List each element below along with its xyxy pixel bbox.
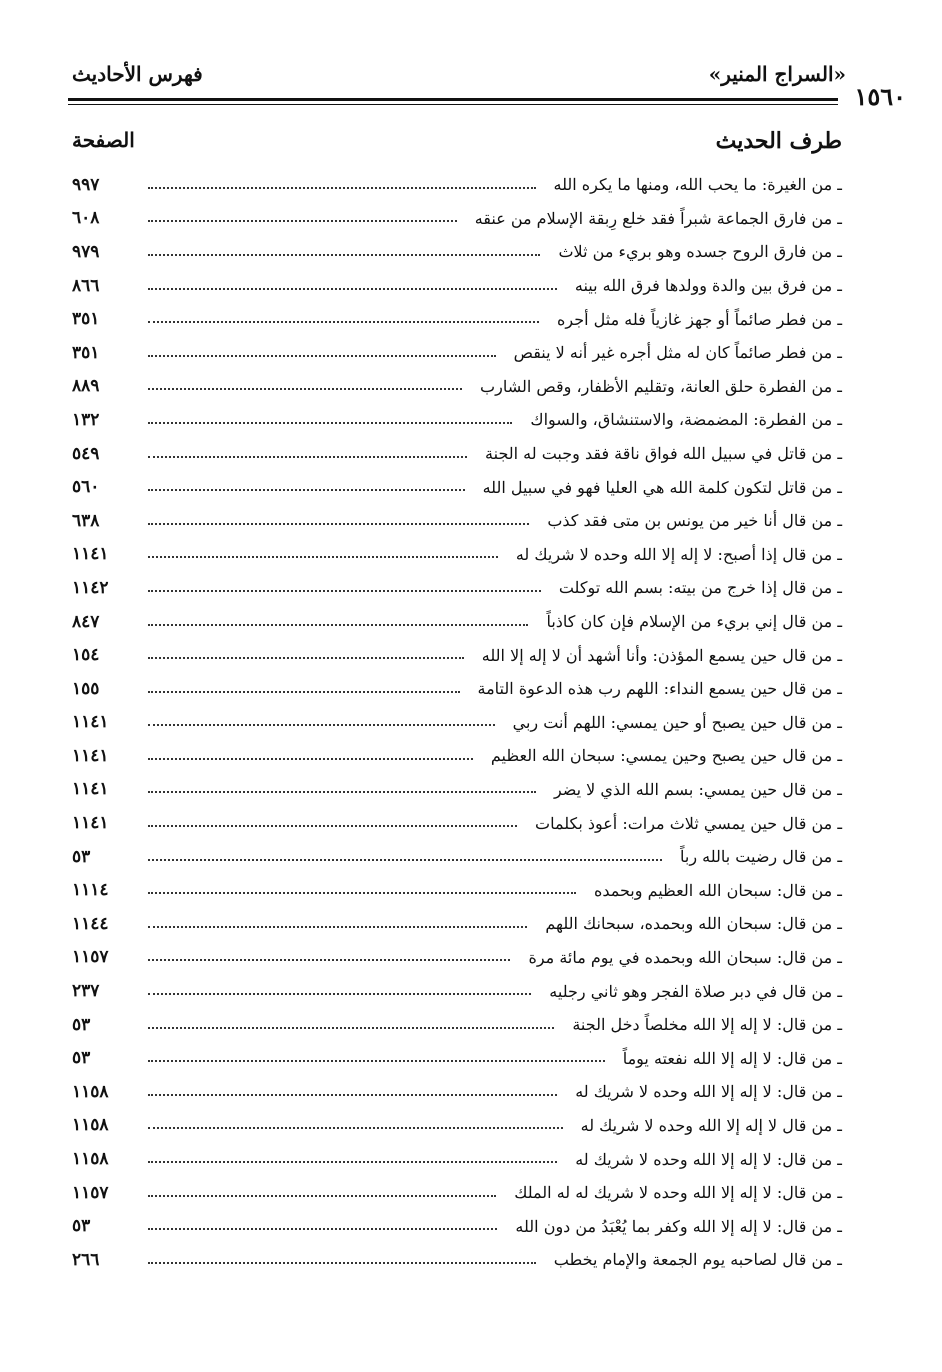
dot-leader	[148, 1060, 605, 1062]
dot-leader	[148, 422, 512, 424]
index-entry	[72, 538, 842, 572]
index-entry	[72, 1142, 842, 1176]
entry-page-number: ١٥٥	[72, 678, 100, 699]
dot-leader	[148, 590, 541, 592]
dot-leader	[148, 1161, 557, 1163]
entry-hadith-text: ـ من قال إذا أصبح: لا إله إلا الله وحده لا شريك له	[515, 544, 842, 564]
dot-leader	[148, 187, 536, 189]
entry-page-number: ١٣٢	[72, 409, 100, 430]
dot-leader	[148, 1195, 496, 1197]
dot-leader	[148, 959, 510, 961]
index-entry	[72, 1109, 842, 1143]
entry-hadith-text: ـ من قال حين يصبح أو حين يمسي: اللهم أنت ربي	[512, 712, 842, 732]
entry-hadith-text: ـ من قال إني بريء من الإسلام فإن كان كاذباً	[546, 612, 842, 632]
index-entry	[72, 1008, 842, 1042]
entry-hadith-text: ـ من قال: لا إله إلا الله مخلصاً دخل الجنة	[572, 1015, 842, 1035]
index-entry	[72, 873, 842, 907]
entry-page-number: ٨٤٧	[72, 611, 100, 632]
entry-hadith-text: ـ من قال: لا إله إلا الله نفعته يوماً	[622, 1048, 842, 1068]
dot-leader	[148, 355, 496, 357]
dot-leader	[148, 859, 662, 861]
entry-hadith-text: ـ من قال رضيت بالله رباً	[680, 847, 842, 867]
dot-leader	[148, 892, 576, 894]
entry-page-number: ١٥٤	[72, 645, 100, 666]
entry-hadith-text: ـ من قال أنا خير من يونس بن متى فقد كذب	[547, 511, 842, 531]
entry-hadith-text: ـ من قال لا إله إلا الله وحده لا شريك له	[580, 1115, 842, 1135]
dot-leader	[148, 657, 464, 659]
dot-leader	[148, 254, 540, 256]
entry-hadith-text: ـ من قال: سبحان الله وبحمده، سبحانك اللهم	[545, 914, 842, 934]
entry-hadith-text: ـ من قال حين يصبح وحين يمسي: سبحان الله العظيم	[490, 746, 842, 766]
dot-leader	[148, 489, 465, 491]
dot-leader	[148, 791, 536, 793]
dot-leader	[148, 1127, 563, 1129]
entry-page-number: ١١٤١	[72, 813, 109, 834]
entry-hadith-text: ـ من قال: لا إله إلا الله وحده لا شريك له	[575, 1149, 842, 1169]
dot-leader	[148, 1262, 536, 1264]
index-entry	[72, 202, 842, 236]
entry-page-number: ٦٣٨	[72, 510, 100, 531]
index-entry	[72, 504, 842, 538]
entry-hadith-text: ـ من فطر صائماً أو جهز غازياً فله مثل أجره	[557, 309, 842, 329]
entry-page-number: ١١٥٨	[72, 1115, 109, 1136]
entry-hadith-text: ـ من قال حين يسمع المؤذن: وأنا أشهد أن لا إله إلا الله	[481, 645, 842, 665]
dot-leader	[148, 926, 527, 928]
index-entry	[72, 1243, 842, 1277]
dot-leader	[148, 456, 467, 458]
dot-leader	[148, 1027, 554, 1029]
entry-page-number: ٨٨٩	[72, 376, 100, 397]
index-entry	[72, 706, 842, 740]
entry-hadith-text: ـ من قاتل لتكون كلمة الله هي العليا فهو في سبيل الله	[482, 477, 842, 497]
dot-leader	[148, 1094, 557, 1096]
index-entry	[72, 302, 842, 336]
entry-page-number: ٥٣	[72, 1014, 91, 1035]
entry-page-number: ١١٤١	[72, 779, 109, 800]
entry-hadith-text: ـ من قال: لا إله إلا الله وحده لا شريك له	[575, 1082, 842, 1102]
dot-leader	[148, 388, 462, 390]
entry-hadith-text: ـ من فرق بين والدة وولدها فرق الله بينه	[574, 276, 842, 296]
entry-hadith-text: ـ من فارق الروح جسده وهو بريء من ثلاث	[558, 242, 842, 262]
index-entry	[72, 370, 842, 404]
index-entry	[72, 571, 842, 605]
entry-page-number: ٢٦٦	[72, 1249, 100, 1270]
entry-hadith-text: ـ من الفطرة حلق العانة، وتقليم الأظفار، وقص الشارب	[480, 376, 842, 396]
hadith-index-list	[72, 168, 842, 1277]
entry-page-number: ١١٤١	[72, 544, 109, 565]
entry-hadith-text: ـ من قال حين يمسي ثلاث مرات: أعوذ بكلمات	[535, 813, 842, 833]
entry-hadith-text: ـ من فارق الجماعة شبراً فقد خلع رِبقة الإسلام من عنقه	[474, 208, 842, 228]
entry-page-number: ٥٤٩	[72, 443, 100, 464]
entry-page-number: ٢٣٧	[72, 981, 100, 1002]
entry-page-number: ٣٥١	[72, 342, 100, 363]
entry-page-number: ١١١٤	[72, 880, 109, 901]
dot-leader	[148, 825, 517, 827]
entry-page-number: ٨٦٦	[72, 275, 100, 296]
index-entry	[72, 907, 842, 941]
entry-page-number: ٣٥١	[72, 309, 100, 330]
page-number: ١٥٦٠	[854, 82, 906, 111]
index-entry	[72, 672, 842, 706]
index-entry	[72, 470, 842, 504]
entry-hadith-text: ـ من الغيرة: ما يحب الله، ومنها ما يكره الله	[553, 175, 842, 195]
entry-page-number: ١١٥٧	[72, 947, 109, 968]
index-entry	[72, 974, 842, 1008]
dot-leader	[148, 321, 539, 323]
index-entry	[72, 1209, 842, 1243]
entry-hadith-text: ـ من قال في دبر صلاة الفجر وهو ثاني رجليه	[549, 981, 842, 1001]
entry-page-number: ٥٣	[72, 1048, 91, 1069]
entry-page-number: ١١٤٢	[72, 577, 109, 598]
entry-page-number: ١١٥٨	[72, 1149, 109, 1170]
entry-page-number: ١١٥٧	[72, 1182, 109, 1203]
book-title: «السراج المنير»	[708, 62, 846, 86]
entry-page-number: ٥٣	[72, 846, 91, 867]
entry-hadith-text: ـ من قال لصاحبه يوم الجمعة والإمام يخطب	[553, 1250, 842, 1270]
index-entry	[72, 1176, 842, 1210]
header-rule-thin	[68, 104, 838, 105]
dot-leader	[148, 758, 473, 760]
entry-page-number: ٩٩٧	[72, 174, 100, 195]
index-entry	[72, 336, 842, 370]
entry-hadith-text: ـ من قال إذا خرج من بيته: بسم الله توكلت	[558, 578, 842, 598]
index-entry	[72, 269, 842, 303]
index-entry	[72, 403, 842, 437]
index-entry	[72, 941, 842, 975]
dot-leader	[148, 691, 460, 693]
index-entry	[72, 1041, 842, 1075]
index-entry	[72, 638, 842, 672]
entry-page-number: ١١٤٤	[72, 913, 109, 934]
entry-page-number: ٥٦٠	[72, 477, 100, 498]
dot-leader	[148, 993, 531, 995]
entry-hadith-text: ـ من قال: لا إله إلا الله وحده لا شريك له له الملك	[514, 1183, 842, 1203]
index-entry	[72, 605, 842, 639]
entry-hadith-text: ـ من قال: سبحان الله العظيم وبحمده	[593, 880, 842, 900]
entry-hadith-text: ـ من قال حين يمسي: بسم الله الذي لا يضر	[553, 779, 842, 799]
dot-leader	[148, 220, 457, 222]
index-entry	[72, 168, 842, 202]
entry-page-number: ١١٥٨	[72, 1081, 109, 1102]
column-header-page: الصفحة	[72, 128, 135, 152]
dot-leader	[148, 624, 528, 626]
index-entry	[72, 773, 842, 807]
entry-page-number: ٦٠٨	[72, 208, 100, 229]
header-rule-thick	[68, 98, 838, 101]
dot-leader	[148, 288, 557, 290]
index-entry	[72, 840, 842, 874]
dot-leader	[148, 523, 529, 525]
index-entry	[72, 235, 842, 269]
column-header-hadith: طرف الحديث	[715, 128, 842, 154]
entry-hadith-text: ـ من قال: سبحان الله وبحمده في يوم مائة مرة	[528, 947, 842, 967]
entry-page-number: ٩٧٩	[72, 241, 100, 262]
entry-hadith-text: ـ من قال: لا إله إلا الله وكفر بما يُعْبَدُ من دون الله	[515, 1216, 842, 1236]
entry-page-number: ٥٣	[72, 1216, 91, 1237]
entry-hadith-text: ـ من قال حين يسمع النداء: اللهم رب هذه الدعوة التامة	[477, 679, 842, 699]
dot-leader	[148, 556, 498, 558]
dot-leader	[148, 1228, 497, 1230]
entry-page-number: ١١٤١	[72, 712, 109, 733]
entry-hadith-text: ـ من قاتل في سبيل الله فواق ناقة فقد وجبت له الجنة	[485, 444, 842, 464]
dot-leader	[148, 724, 495, 726]
entry-hadith-text: ـ من فطر صائماً كان له مثل أجره غير أنه لا ينقص	[513, 343, 842, 363]
entry-hadith-text: ـ من الفطرة: المضمضة، والاستنشاق، والسواك	[530, 410, 842, 430]
index-entry	[72, 437, 842, 471]
index-entry	[72, 739, 842, 773]
index-entry	[72, 1075, 842, 1109]
section-title: فهرس الأحاديث	[72, 62, 203, 86]
entry-page-number: ١١٤١	[72, 745, 109, 766]
index-entry	[72, 806, 842, 840]
